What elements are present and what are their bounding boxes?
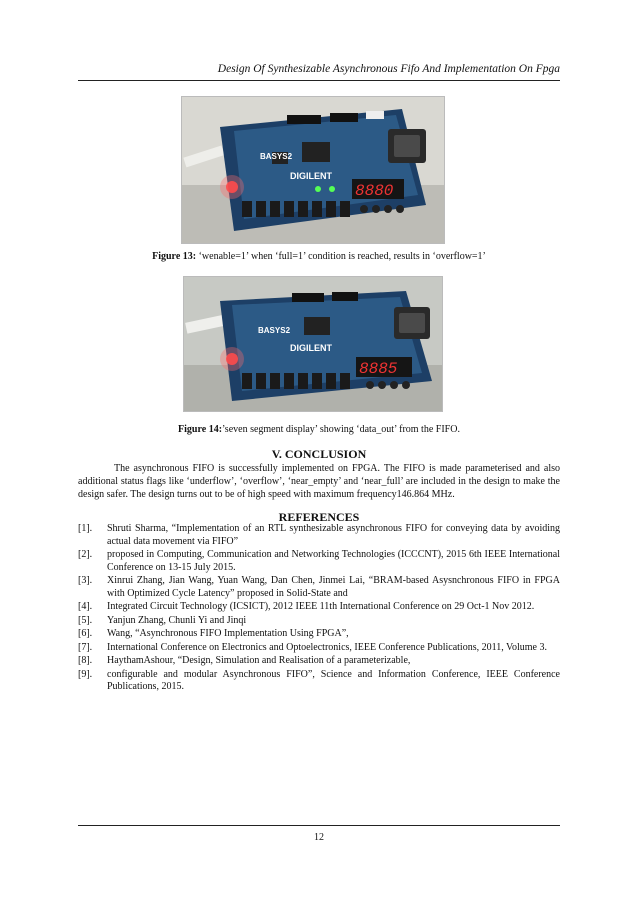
- references-list: [78, 523, 560, 695]
- reference-number: [9].: [78, 668, 93, 680]
- reference-number: [3].: [78, 575, 93, 586]
- fpga-board-image: [184, 277, 442, 411]
- board-name-label: BASYS2: [258, 326, 291, 335]
- reference-item: [78, 575, 560, 600]
- seven-segment-display: 8885: [359, 360, 398, 378]
- reference-item: [78, 549, 560, 574]
- reference-number: [5].: [78, 614, 93, 626]
- figure-14-caption: [0, 424, 638, 435]
- reference-item: [78, 523, 560, 548]
- reference-item: [78, 655, 560, 668]
- footer-divider: [78, 825, 560, 826]
- reference-text: proposed in Computing, Communication and Networking Technologies (ICCCNT), 2015 6th IEEE International Conference on 13-15 July 2015.: [107, 549, 560, 573]
- reference-text: HaythamAshour, “Design, Simulation and Realisation of a parameterizable,: [107, 655, 411, 666]
- reference-text: International Conference on Electronics and Optoelectronics, IEEE Conference Publications, 2011, Volume 3.: [107, 641, 547, 653]
- fpga-board-image: [182, 97, 444, 243]
- reference-text: configurable and modular Asynchronous FIFO”, Science and Information Conference, IEEE Conference Publications, 2015.: [107, 668, 560, 692]
- reference-number: [2].: [78, 549, 93, 560]
- reference-number: [7].: [78, 641, 93, 653]
- references-heading: REFERENCES: [278, 510, 360, 524]
- board-name-label: BASYS2: [260, 152, 293, 161]
- figure-14-label: Figure 14:: [178, 424, 223, 435]
- reference-item: [78, 642, 560, 655]
- conclusion-paragraph: The asynchronous FIFO is successfully implemented on FPGA. The FIFO is made parameterised and also additional status flags like ‘underflow’, ‘overflow’, ‘near_empty’ and ‘near_full’ are included in the design to make the design safer. The design turns out to be of high speed with maximum frequency146.864 MHz.: [78, 463, 560, 500]
- reference-number: [1].: [78, 523, 93, 534]
- figure-13-label: Figure 13:: [152, 251, 197, 262]
- board-brand-label: DIGILENT: [290, 343, 332, 353]
- seven-segment-display: 8880: [355, 182, 394, 200]
- reference-item: [78, 669, 560, 694]
- conclusion-heading: V. CONCLUSION: [271, 447, 367, 461]
- figure-13-photo: [181, 96, 445, 244]
- figure-13-text: ‘wenable=1’ when ‘full=1’ condition is reached, results in ‘overflow=1’: [196, 251, 486, 262]
- reference-text: Wang, “Asynchronous FIFO Implementation Using FPGA”,: [107, 628, 349, 639]
- reference-text: Shruti Sharma, “Implementation of an RTL synthesizable asynchronous FIFO for conveying data by avoiding actual data movement via FIFO”: [107, 523, 560, 547]
- figure-14-photo: [183, 276, 443, 412]
- board-brand-label: DIGILENT: [290, 171, 332, 181]
- figure-14-text: ’seven segment display’ showing ‘data_out’ from the FIFO.: [222, 424, 460, 435]
- page-number: 12: [314, 832, 324, 843]
- reference-item: [78, 628, 560, 641]
- reference-number: [4].: [78, 601, 93, 612]
- reference-number: [8].: [78, 655, 93, 666]
- reference-text: Yanjun Zhang, Chunli Yi and Jinqi: [107, 614, 247, 626]
- reference-number: [6].: [78, 628, 93, 639]
- figure-13-caption: [0, 251, 638, 262]
- reference-text: Xinrui Zhang, Jian Wang, Yuan Wang, Dan Chen, Jinmei Lai, “BRAM-based Asysnchronous FIFO in FPGA with Optimized Cycle Latency” proposed in Solid-State and: [107, 575, 560, 599]
- header-title: Design Of Synthesizable Asynchronous Fifo And Implementation On Fpga: [217, 63, 560, 75]
- reference-item: [78, 615, 560, 628]
- reference-text: Integrated Circuit Technology (ICSICT), 2012 IEEE 11th International Conference on 29 Oct-1 Nov 2012.: [107, 601, 535, 612]
- reference-item: [78, 601, 560, 614]
- running-header: [78, 60, 560, 81]
